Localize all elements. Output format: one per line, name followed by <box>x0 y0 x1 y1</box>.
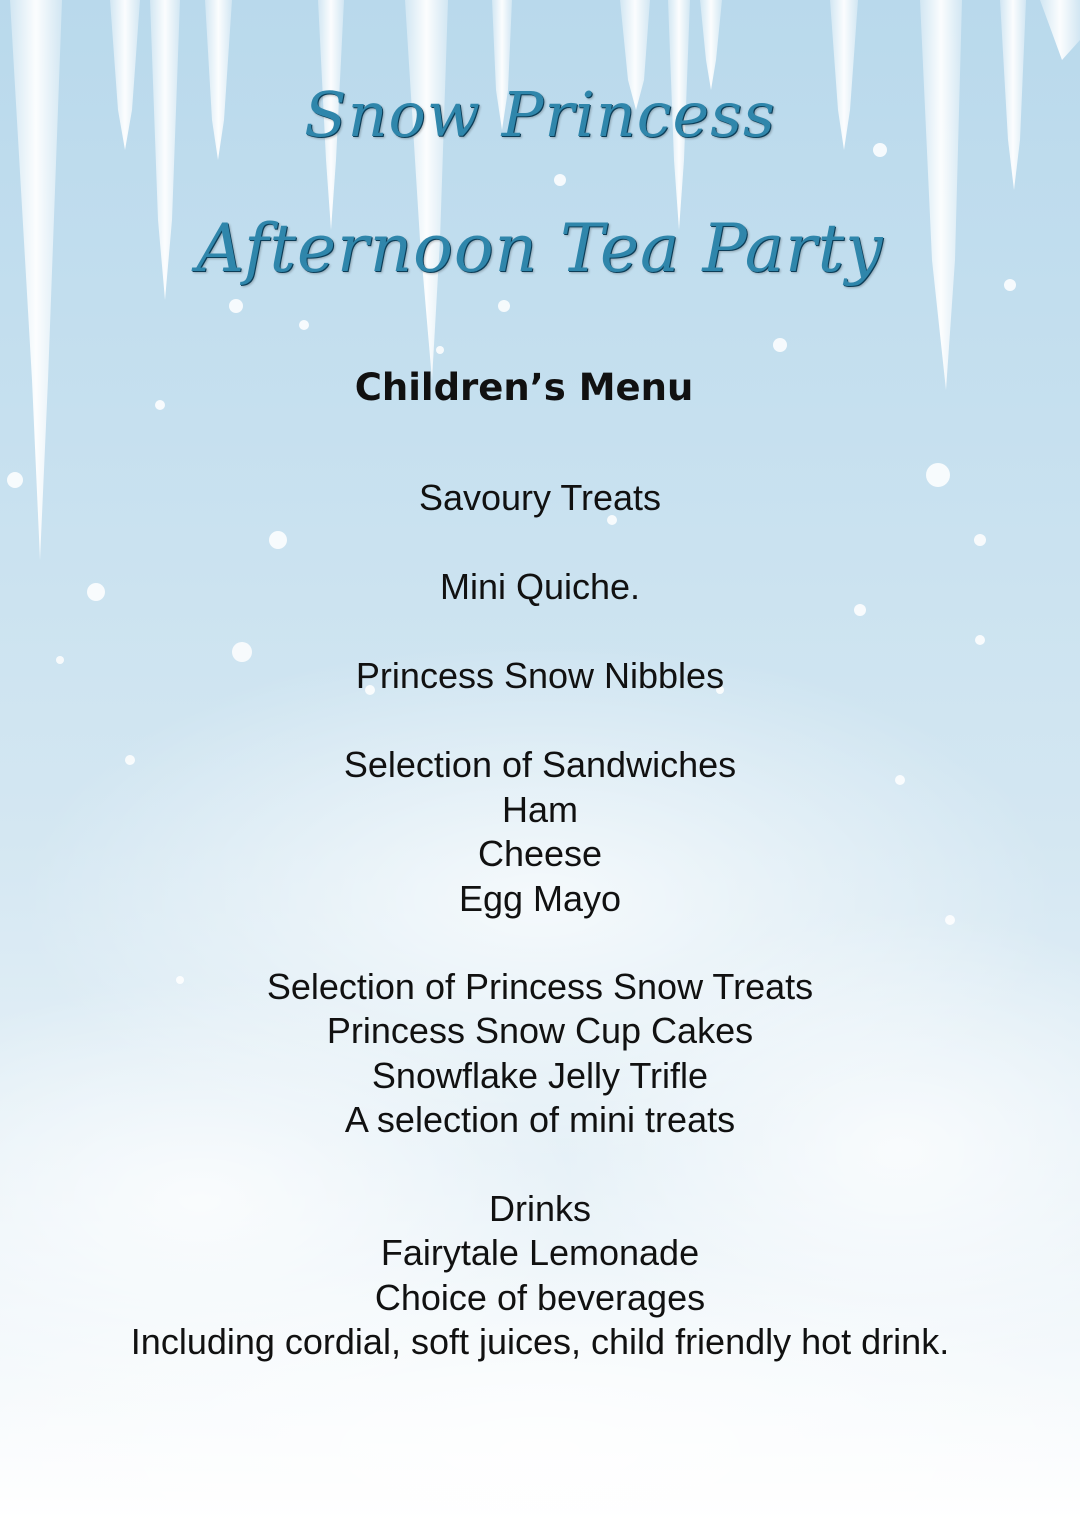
title-line-2: Afternoon Tea Party <box>196 210 884 287</box>
subtitle-text: Children’s Menu <box>354 366 694 409</box>
menu-subtitle <box>0 366 1080 409</box>
drink-item: Choice of beverages <box>374 1277 706 1318</box>
treat-item: Snowflake Jelly Trifle <box>371 1055 709 1096</box>
sandwich-item: Ham <box>501 789 578 830</box>
treat-item: A selection of mini treats <box>344 1099 736 1140</box>
sandwich-item: Egg Mayo <box>458 878 622 919</box>
sandwiches-heading: Selection of Sandwiches <box>343 744 737 785</box>
sandwich-item: Cheese <box>477 833 603 874</box>
drink-item: Including cordial, soft juices, child friendly hot drink. <box>130 1321 950 1362</box>
savoury-heading: Savoury Treats <box>418 477 662 518</box>
treats-heading: Selection of Princess Snow Treats <box>266 966 814 1007</box>
title-line-1: Snow Princess <box>304 78 776 151</box>
drink-item: Fairytale Lemonade <box>380 1232 700 1273</box>
menu-item-nibbles: Princess Snow Nibbles <box>355 655 725 696</box>
menu-item-quiche: Mini Quiche. <box>439 566 641 607</box>
drinks-heading: Drinks <box>488 1188 591 1229</box>
treat-item: Princess Snow Cup Cakes <box>326 1010 754 1051</box>
